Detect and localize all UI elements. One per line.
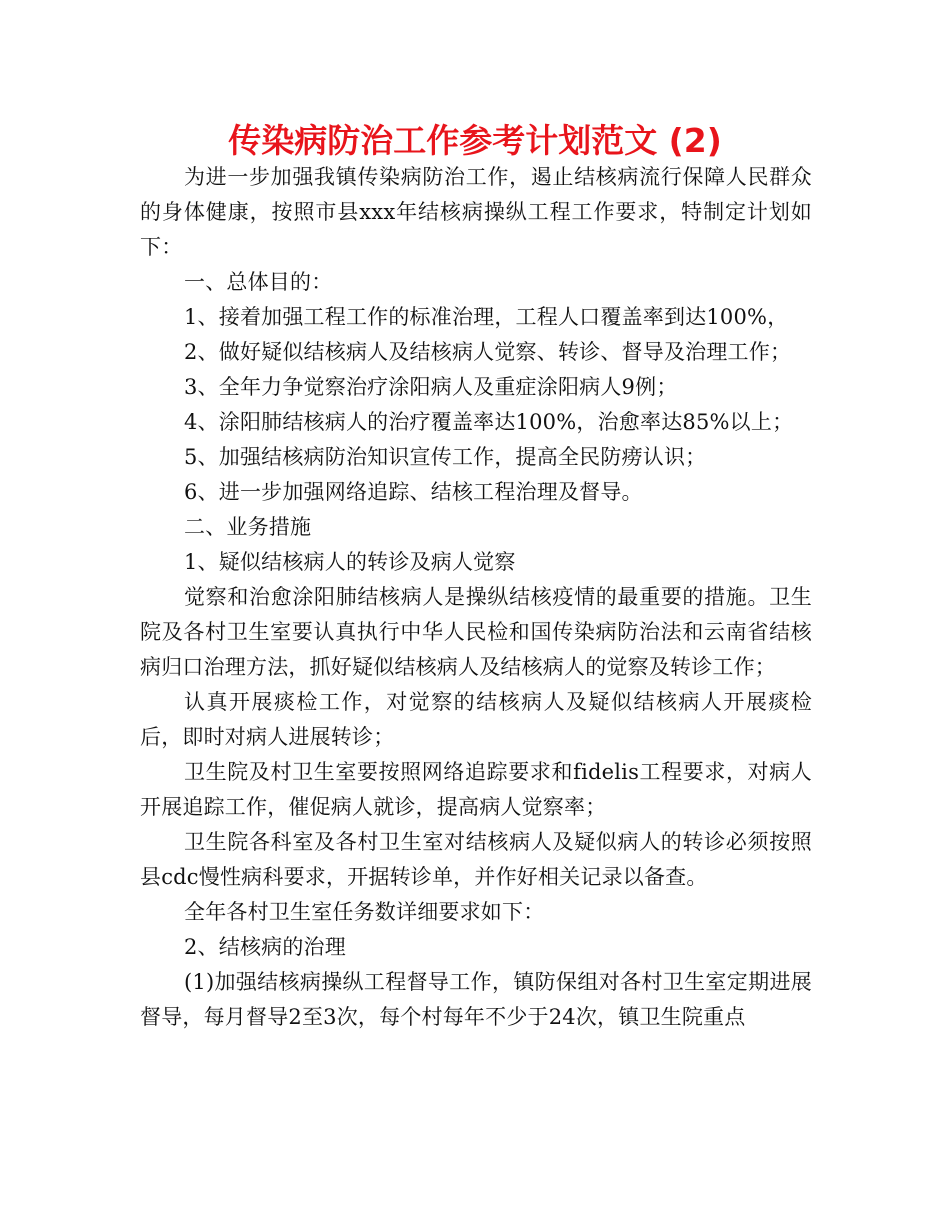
paragraph: 2、结核病的治理: [184, 935, 346, 959]
paragraph: 2、做好疑似结核病人及结核病人觉察、转诊、督导及治理工作；: [184, 340, 792, 364]
paragraph: 二、业务措施: [184, 515, 312, 539]
paragraph: 觉察和治愈涂阳肺结核病人是操纵结核疫情的最重要的措施。卫生院及各村卫生室要认真执行中华人民检和国传染病防治法和云南省结核病归口治理方法，抓好疑似结核病人及结核病人的觉察及转诊工作；: [140, 585, 812, 679]
paragraph: 为进一步加强我镇传染病防治工作，遏止结核病流行保障人民群众的身体健康，按照市县xxx年结核病操纵工程工作要求，特制定计划如下：: [140, 165, 812, 259]
paragraph: 认真开展痰检工作，对觉察的结核病人及疑似结核病人开展痰检后，即时对病人进展转诊；: [140, 690, 812, 749]
paragraph: 6、进一步加强网络追踪、结核工程治理及督导。: [184, 480, 643, 504]
paragraph: 一、总体目的：: [184, 270, 333, 294]
paragraph: 1、接着加强工程工作的标准治理，工程人口覆盖率到达100%，: [184, 305, 789, 329]
paragraph: 4、涂阳肺结核病人的治疗覆盖率达100%，治愈率达85%以上；: [184, 410, 794, 434]
document-body: [140, 160, 812, 1035]
paragraph: 全年各村卫生室任务数详细要求如下：: [184, 900, 545, 924]
document-title: 传染病防治工作参考计划范文 (2): [228, 121, 722, 160]
paragraph: 5、加强结核病防治知识宣传工作，提高全民防痨认识；: [184, 445, 707, 469]
paragraph: 3、全年力争觉察治疗涂阳病人及重症涂阳病人9例；: [184, 375, 678, 399]
paragraph: (1)加强结核病操纵工程督导工作，镇防保组对各村卫生室定期进展督导，每月督导2至3次，每个村每年不少于24次，镇卫生院重点: [140, 970, 812, 1029]
paragraph: 1、疑似结核病人的转诊及病人觉察: [184, 550, 516, 574]
paragraph: 卫生院及村卫生室要按照网络追踪要求和fidelis工程要求，对病人开展追踪工作，催促病人就诊，提高病人觉察率；: [140, 760, 812, 819]
paragraph: 卫生院各科室及各村卫生室对结核病人及疑似病人的转诊必须按照县cdc慢性病科要求，开据转诊单，并作好相关记录以备查。: [140, 830, 812, 889]
